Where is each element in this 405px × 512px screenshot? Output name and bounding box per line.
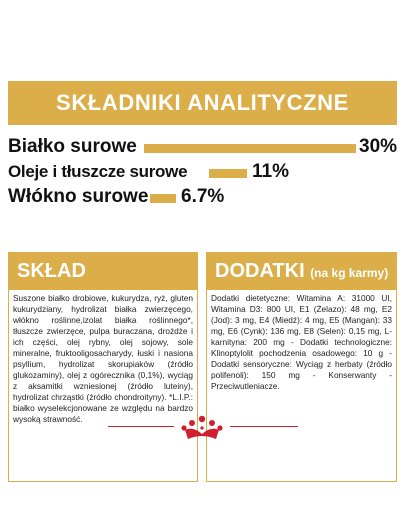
row-value: 6.7% [181, 186, 225, 207]
analytical-row-protein [8, 136, 397, 158]
dodatki-text: Dodatki dietetyczne: Witamina A: 31000 UI, Witamina D3: 800 UI, E1 (Żelazo): 48 mg, E2 (Jod): 3 mg, E4 (Miedź): 4 mg, E5 (Mangan): 33 mg, E6 (Cynk): 136 mg, E8 (Selen): 0,15 mg, L-karnityna: 200 mg - Dodatki technologiczne: Klinoptylolit pochodzenia osadowego: 10 g - Dodatki sensoryczne: Wyciąg z herbaty (źródło polifenoli): 150 mg - Konserwanty - Przeciwutleniacze. [211, 293, 392, 391]
row-bar [209, 169, 247, 178]
dodatki-title-text: DODATKI [215, 260, 305, 282]
royal-canin-crown-icon [179, 414, 225, 444]
analytical-title: SKŁADNIKI ANALITYCZNE [56, 90, 349, 115]
row-bar [150, 194, 176, 203]
sklad-panel [8, 252, 198, 482]
analytical-row-fat [8, 161, 397, 183]
analytical-row-fibre [8, 186, 397, 208]
sklad-title-text: SKŁAD [17, 260, 86, 282]
row-label: Oleje i tłuszcze surowe [8, 162, 188, 181]
dodatki-panel [206, 252, 397, 482]
dodatki-title [207, 253, 396, 290]
row-value: 11% [252, 161, 289, 182]
analytical-banner [8, 81, 397, 125]
row-label: Białko surowe [8, 136, 137, 157]
sklad-text: Suszone białko drobiowe, kukurydza, ryż, gluten kukurydziany, hydrolizat białka zwierzęcego, włókno roślinne,izolat białka roślinnego*, tłuszcze zwierzęce, pulpa buraczana, drożdże i ich części, olej rybny, olej sojowy, sole mineralne, fruktooligosacharydy, łuski i nasiona psyllium, hydrolizat skorupiaków (źródło glukozaminy), olej z ogórecznika (0,1%), wyciąg z aksamitki wzniesionej (źródło luteiny), hydrolizat chrząstki (źródło chondroityny). *L.I.P.: białko wyselekcjonowane ze względu na bardzo wysoką strawność. [13, 293, 193, 424]
row-value: 30% [359, 136, 398, 157]
dodatki-subtitle: (na kg karmy) [310, 266, 389, 280]
sklad-title [9, 253, 197, 290]
row-label: Włókno surowe [8, 186, 149, 207]
logo-line-left [108, 426, 174, 427]
row-bar [144, 144, 356, 153]
logo-line-right [230, 426, 298, 427]
